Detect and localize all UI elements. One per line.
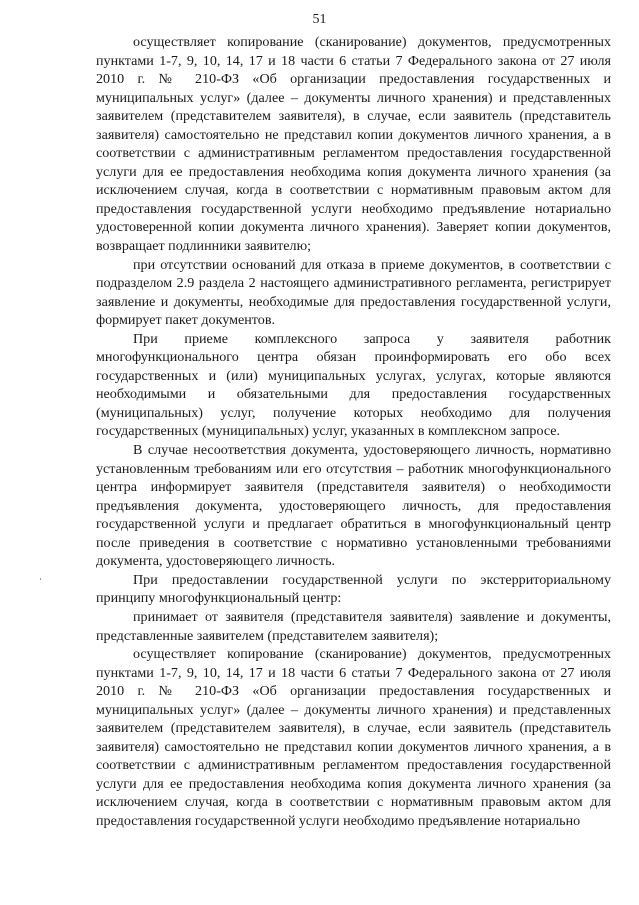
- paragraph-complex-request: При приеме комплексного запроса у заявителя работник многофункционального центра обязан проинформировать его обо всех государственных и (или) муниципальных услугах, услугах, которые являются необходимыми и обязательными для предоставления государственных (муниципальных) услуг, получение которых необходимо для получения государственных (муниципальных) услуг, указанных в комплексном запросе.: [96, 330, 611, 440]
- paragraph-extraterritorial-intro: При предоставлении государственной услуги по экстерриториальному принципу многофункциональный центр:: [96, 571, 611, 607]
- page-number: 51: [312, 12, 327, 27]
- paragraph-copying-documents: осуществляет копирование (сканирование) документов, предусмотренных пунктами 1-7, 9, 10, 14, 17 и 18 части 6 статьи 7 Федерального закона от 27 июля 2010 г. № 210-ФЗ «Об организации предоставления государственных и муниципальных услуг» (далее – документы личного хранения) и представленных заявителем (представителем заявителя), в случае, если заявитель (представитель заявителя) самостоятельно не представил копии документов личного хранения, а в соответствии с административным регламентом предоставления государственной услуги для ее предоставления необходима копия документа личного хранения (за исключением случая, когда в соответствии с нормативным правовым актом для предоставления государственной услуги необходимо предъявление нотариально удостоверенной копии документа личного хранения). Заверяет копии документов, возвращает подлинники заявителю;: [96, 34, 611, 255]
- paragraph-copying-documents-repeat: осуществляет копирование (сканирование) документов, предусмотренных пунктами 1-7, 9, 10, 14, 17 и 18 части 6 статьи 7 Федерального закона от 27 июля 2010 г. № 210-ФЗ «Об организации предоставления государственных и муниципальных услуг» (далее – документы личного хранения) и представленных заявителем (представителем заявителя), в случае, если заявитель (представитель заявителя) самостоятельно не представил копии документов личного хранения, а в соответствии с административным регламентом предоставления государственной услуги для ее предоставления необходима копия документа личного хранения (за исключением случая, когда в соответствии с нормативным правовым актом для предоставления государственной услуги необходимо предъявление нотариально: [96, 646, 611, 829]
- scan-speck: [40, 578, 41, 580]
- paragraph-identity-document: В случае несоответствия документа, удостоверяющего личность, нормативно установленным требованиям или его отсутствия – работник многофункционального центра информирует заявителя (представителя заявителя) о необходимости предъявления документа, удостоверяющего личность, для предоставления государственной услуги и предлагает обратиться в многофункциональный центр после приведения в соответствие с нормативно установленными требованиями документа, удостоверяющего личность.: [96, 442, 611, 570]
- document-body: [96, 33, 611, 831]
- paragraph-accepts-application: принимает от заявителя (представителя заявителя) заявление и документы, представленные заявителем (представителем заявителя);: [96, 608, 611, 644]
- paragraph-registration: при отсутствии оснований для отказа в приеме документов, в соответствии с подразделом 2.9 раздела 2 настоящего административного регламента, регистрирует заявление и документы, необходимые для предоставления государственной услуги, формирует пакет документов.: [96, 256, 611, 329]
